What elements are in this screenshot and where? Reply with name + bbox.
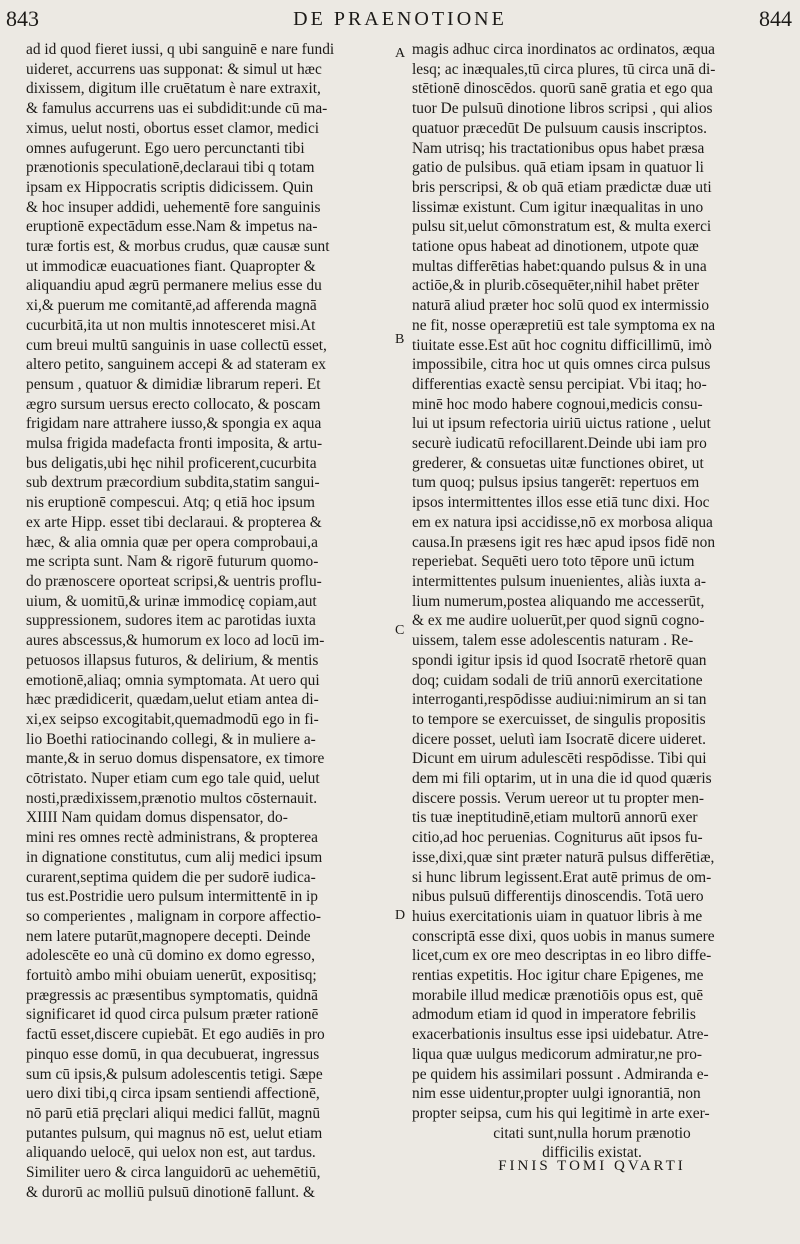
text-line: citati sunt,nulla horum prænotio xyxy=(493,1124,691,1142)
text-line: & famulus accurrens uas ei subdidit:unde cū ma- xyxy=(26,100,328,118)
text-line: magis adhuc circa inordinatos ac ordinatos, æqua xyxy=(412,41,716,58)
text-line: tum quoq; pulsus ipsius tangerēt: repertuos em xyxy=(412,474,700,492)
text-line: aures abscessus,& humorum ex loco ad locū im- xyxy=(26,632,325,650)
text-line: curarent,septima quidem die per sudorē iudica- xyxy=(26,868,316,886)
text-line: tus est.Postridie uero pulsum intermittentē in ip xyxy=(26,888,318,906)
text-line: Dicunt em uirum adulescēti respōdisse. Tibi qui xyxy=(412,750,707,768)
text-line: tis tuæ ineptitudinē,etiam multorū annorū exer xyxy=(412,809,698,827)
text-line: altero petito, sanguinem accepi & ad stateram ex xyxy=(26,356,326,374)
text-line: ad id quod fieret iussi, q ubi sanguinē e nare fundi xyxy=(26,41,335,58)
text-line: ne fit, nosse operæpretiū est tale symptoma ex na xyxy=(412,316,716,334)
text-line: lio Boethi ratiocinando collegi, & in muliere a- xyxy=(26,730,316,748)
text-line: lissimæ existunt. Cum igitur inæqualitas in uno xyxy=(412,198,704,216)
text-line: frigidam nare attrahere iusso,& spongia ex aqua xyxy=(26,415,322,433)
text-line: causa.In præsens igit res hæc apud ipsos fidē non xyxy=(412,533,716,551)
text-line: lui ut ipsum refectoria uiriū uictus ratione , uelut xyxy=(412,415,711,433)
text-line: aliquando uelocē, qui uelox non est, aut tardus. xyxy=(26,1144,316,1162)
text-line: significaret id quod circa pulsum præter rationē xyxy=(26,1006,319,1024)
text-line: do prænoscere oporteat scripsi,& uentris proflu- xyxy=(26,572,322,590)
text-line: factū esset,discere cupiebāt. Et ego audiēs in pro xyxy=(26,1026,325,1044)
text-line: nibus pulsuū differentijs dinoscendis. Totā uero xyxy=(412,888,704,906)
text-line: suppressionem, sudores item ac parotidas iuxta xyxy=(26,612,316,630)
text-line: pensum , quatuor & dimidiæ librarum reperi. Et xyxy=(26,375,321,393)
text-line: me scripta sunt. Nam & rigorē futurum quomo- xyxy=(26,553,319,571)
text-line: petuosos illapsus futuros, & delirium, & mentis xyxy=(26,651,319,669)
page-header xyxy=(0,4,800,40)
margin-letter-b: B xyxy=(395,332,405,347)
text-line: sub dextrum præcordium subdita,statim sangui- xyxy=(26,474,320,492)
text-line: XIIII Nam quidam domus dispensator, do- xyxy=(26,809,288,827)
text-line: omnes aufugerunt. Ego uero percunctanti tibi xyxy=(26,139,305,157)
text-line: bris perscripsi, & ob quā etiam prædictæ duæ uti xyxy=(412,178,712,196)
text-line: Nam utrisq; his tractationibus opus habet præsa xyxy=(412,139,705,157)
text-line: interroganti,respōdisse audiui:nimirum an si tan xyxy=(412,691,707,709)
margin-letter-d: D xyxy=(395,908,406,923)
text-line: admodum etiam id quod in imperatore febrilis xyxy=(412,1006,696,1024)
text-line: xi,ex seipso excogitabit,quemadmodū ego in fi- xyxy=(26,710,319,728)
running-title: DE PRAENOTIONE xyxy=(293,8,507,30)
text-line: huius exercitationis uiam in quatuor libris à me xyxy=(412,907,703,925)
text-line: & durorū ac molliū pulsuū dinotionē fallunt. & xyxy=(26,1183,315,1201)
text-line: lium numerum,postea aliquando me accesserūt, xyxy=(412,592,705,610)
text-line: gatio de pulsibus. quā etiam ipsam in quatuor li xyxy=(412,159,704,177)
text-line: quatuor præcedūt De pulsuum causis inscriptos. xyxy=(412,119,707,137)
margin-letter-c: C xyxy=(395,623,405,638)
text-line: difficilis existat. xyxy=(542,1144,642,1162)
text-line: multas differētias habet:quando pulsus & in una xyxy=(412,257,707,275)
text-line: mulsa frigida madefacta fronti imposita, & artu- xyxy=(26,435,323,453)
text-line: putantes pulsum, qui magnus nō est, uelut etiam xyxy=(26,1124,323,1142)
text-line: sum cū ipsis,& pulsum adolescentis tetigi. Sæpe xyxy=(26,1065,323,1083)
text-line: tiuitate esse.Est aūt hoc cognitu difficillimū, imò xyxy=(412,336,712,354)
text-line: aliquandiu apud ægrū permanere melius esse du xyxy=(26,277,322,295)
text-line: nis eruptionē compescui. Atq; q etiā hoc ipsum xyxy=(26,494,315,512)
text-line: ipsos intermittentes illos esse etiā tunc dixi. Hoc xyxy=(412,494,710,512)
text-line: cucurbitā,ita ut non multis innotesceret misi.At xyxy=(26,316,316,334)
text-line: morabile illud medicæ prænotiōis opus est, quē xyxy=(412,986,704,1004)
text-line: cōtristato. Nuper etiam cum ego tale quid, uelut xyxy=(26,770,320,788)
text-line: bus deligatis,ubi hęc nihil proficerent,cucurbita xyxy=(26,454,317,472)
text-line: exacerbationis insultus esse ipsi uidebatur. Atre- xyxy=(412,1026,709,1044)
text-line: fortuitò ambo mihi obuiam uenerūt, expositisq; xyxy=(26,967,317,985)
text-line: conscriptā esse dixi, quos uobis in manus sumere xyxy=(412,927,715,945)
text-line: Similiter uero & circa languidorū ac uehemētiū, xyxy=(26,1164,321,1182)
text-line: nō parū etiā pręclari aliqui medici fallūt, magnū xyxy=(26,1104,321,1122)
right-text-column xyxy=(412,40,772,1163)
text-line: tatione opus habeat ad dinotionem, utpote quæ xyxy=(412,238,699,256)
text-line: nim esse uidentur,propter uulgi ignorantiā, non xyxy=(412,1085,701,1103)
text-line: stētionē dinoscēdos. quorū sanē gratia et ego qua xyxy=(412,80,713,98)
text-line: tuor De pulsuū dinotione libros scripsi , qui alios xyxy=(412,100,713,118)
text-line: emotionē,aliaq; omnia symptomata. At uero qui xyxy=(26,671,320,689)
text-line: naturā aliud præter hoc solū quod ex intermissio xyxy=(412,297,710,315)
text-line: cum breui multū sanguinis in uase collectū esset, xyxy=(26,336,327,354)
text-line: citio,ad hoc peruenias. Cogniturus aūt ipsos fu- xyxy=(412,829,703,847)
text-line: xi,& puerum me comitantē,ad afferenda magnā xyxy=(26,297,317,315)
text-line: pe quidem his assimilari possunt . Admiranda e- xyxy=(412,1065,709,1083)
text-line: hæc, & alia omnia quæ per opera comprobaui,a xyxy=(26,533,318,551)
text-line: dem mi fili optarim, ut in una die id quod quæris xyxy=(412,770,712,788)
text-line: uissem, talem esse adolescentis naturam . Re- xyxy=(412,632,694,650)
text-line: ipsam ex Hippocratis scriptis didicissem. Quin xyxy=(26,178,314,196)
text-line: uium, & uomitū,& urinæ immodicę copiam,aut xyxy=(26,592,317,610)
text-line: to tempore se exercuisset, de singulis propositis xyxy=(412,710,706,728)
text-line: securè iudicatū refocillarent.Deinde ubi iam pro xyxy=(412,435,707,453)
text-line: eruptionē expectādum esse.Nam & impetus na- xyxy=(26,218,318,236)
text-line: actiōe,& in plurib.cōsequēter,nihil habet prēter xyxy=(412,277,699,295)
text-line: licet,cum ex ore meo descriptas in eo libro diffe- xyxy=(412,947,712,965)
text-line: dicere posset, uelutì iam Isocratē dicere uideret. xyxy=(412,730,707,748)
page-number-right: 844 xyxy=(759,6,792,31)
text-line: lesq; ac inæquales,tū circa plures, tū circa unā di- xyxy=(412,60,716,78)
text-line: prænotionis speculationē,declaraui tibi q totam xyxy=(26,159,315,177)
text-line: so comperientes , malignam in corpore affectio- xyxy=(26,907,322,925)
text-line: ex arte Hipp. esset tibi declaraui. & propterea & xyxy=(26,513,322,531)
text-line: em ex natura ipsi accidisse,nō ex morbosa aliqua xyxy=(412,513,713,531)
text-line: & hoc insuper addidi, uehementē fore sanguinis xyxy=(26,198,321,216)
text-line: & ex me audire uoluerūt,per quod signū cogno- xyxy=(412,612,705,630)
text-line: rentias expetitis. Hoc igitur chare Epigenes, me xyxy=(412,967,704,985)
text-line: minē hoc modo habere cognoui,medicis consu- xyxy=(412,395,703,413)
text-line: doq; cuidam sodali de triū annorū exercitatione xyxy=(412,671,703,689)
text-line: prægressis ac præsentibus symptomatis, quidnā xyxy=(26,986,318,1004)
finis-line: FINIS TOMI QVARTI xyxy=(498,1158,686,1174)
text-line: in dignatione constitutus, cum alij medici ipsum xyxy=(26,848,323,866)
text-line: ut immodicæ euacuationes fiant. Quapropter & xyxy=(26,257,316,275)
text-line: discere possis. Verum uereor ut tu propter men- xyxy=(412,789,705,807)
text-line: hæc prædidicerit, quædam,uelut etiam antea di- xyxy=(26,691,319,709)
text-line: ximus, uelut nosti, obortus esset clamor, medici xyxy=(26,119,320,137)
text-line: uideret, accurrens uas supponat: & simul ut hæc xyxy=(26,60,322,78)
text-line: intermittentes pulsum inuenientes, aliàs iuxta a- xyxy=(412,572,707,590)
text-line: nem latere putarūt,magnopere decepti. Deinde xyxy=(26,927,311,945)
text-line: dixissem, digitum ille cruētatum è nare extraxit, xyxy=(26,80,321,98)
text-line: spondi igitur ipsis id quod Isocratē rhetorē quan xyxy=(412,651,707,669)
text-line: si hunc librum legissent.Erat autē primus de om- xyxy=(412,868,712,886)
text-line: nosti,prædixissem,prænotio multos cōsternauit. xyxy=(26,789,318,807)
text-line: uero dixi tibi,q circa ipsam sentiendi affectionē, xyxy=(26,1085,320,1103)
text-line: mante,& in seruo domus dispensatore, ex timore xyxy=(26,750,325,768)
text-line: reperiebat. Sequēti uero toto tēpore unū ictum xyxy=(412,553,695,571)
text-line: ægro sursum uersus erecto collocato, & poscam xyxy=(26,395,321,413)
text-line: adolescēte eo unà cū domino ex domo egresso, xyxy=(26,947,315,965)
text-line: turæ fortis est, & morbus crudus, quæ causæ sunt xyxy=(26,238,330,256)
text-line: pinquo esse domū, in qua decubuerat, ingressus xyxy=(26,1045,320,1063)
text-line: propter seipsa, cum his qui legitimè in arte exer- xyxy=(412,1104,710,1122)
page-number-left: 843 xyxy=(6,6,39,31)
margin-letter-a: A xyxy=(395,46,406,61)
text-line: liqua quæ uulgus medicorum admiratur,ne pro- xyxy=(412,1045,703,1063)
text-line: mini res omnes rectè administrans, & propterea xyxy=(26,829,318,847)
text-line: differentias exactè sensu percipiat. Vbi itaq; ho- xyxy=(412,375,707,393)
text-line: impossibile, citra hoc ut quis omnes circa pulsus xyxy=(412,356,711,374)
left-text-column xyxy=(26,40,390,1202)
text-line: pulsu sit,uelut cōmonstratum est, & multa exerci xyxy=(412,218,712,236)
text-line: isse,dixi,quæ sint præter naturā pulsus differētiæ, xyxy=(412,848,715,866)
text-line: grederer, & consuetas uitæ functiones obiret, ut xyxy=(412,454,704,472)
